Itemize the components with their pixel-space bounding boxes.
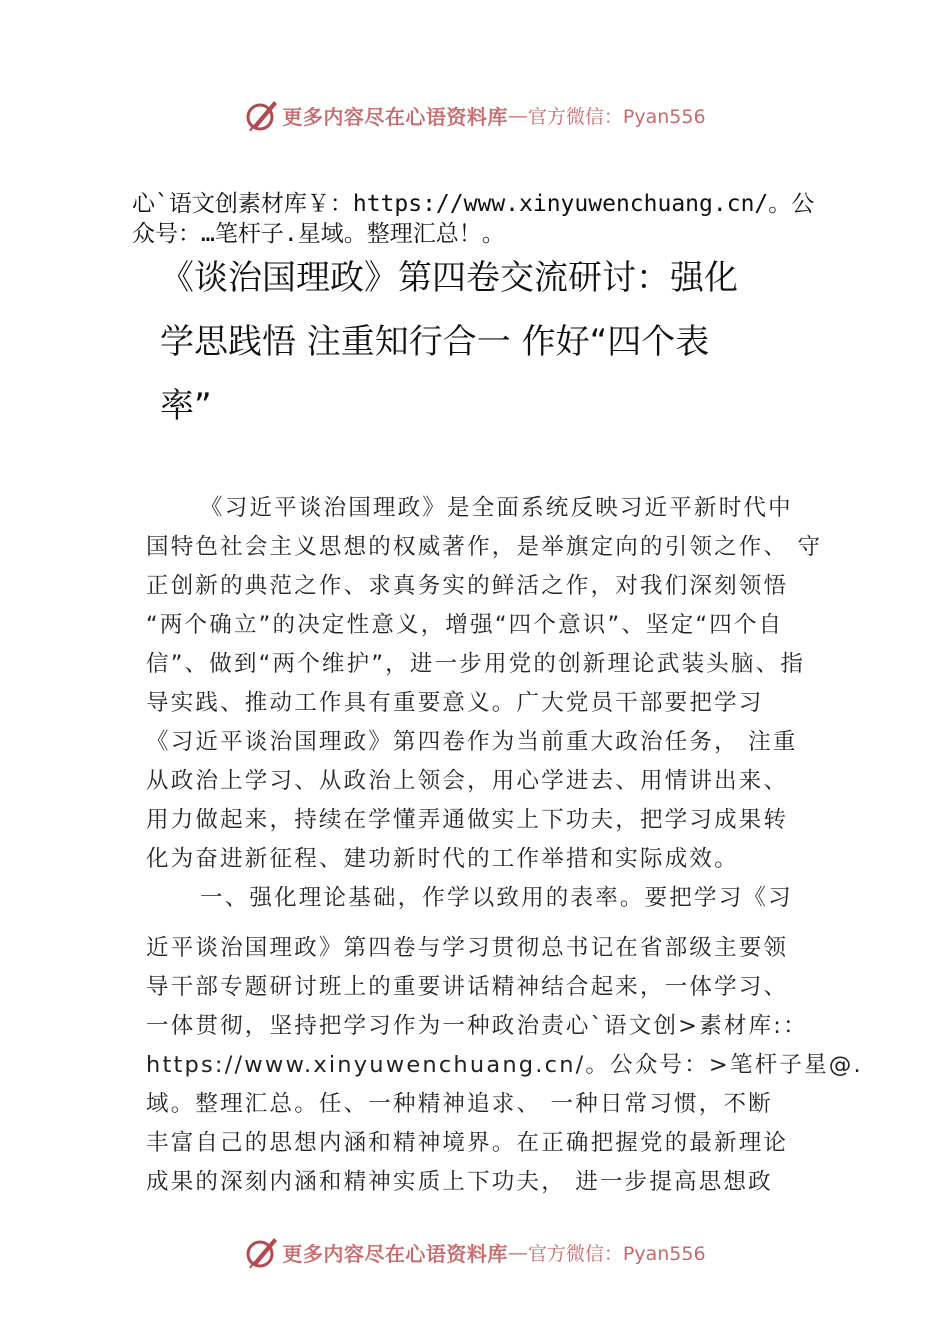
body-line: 成果的深刻内涵和精神实质上下功夫， 进一步提高思想政 xyxy=(146,1169,773,1195)
body-line: 一体贯彻，坚持把学习作为一种政治责心`语文创>素材库:： xyxy=(146,1013,808,1039)
body-line: 化为奋进新征程、建功新时代的工作举措和实际成效。 xyxy=(146,846,739,872)
header-note-line-2: 众号：…笔杆子.星域。整理汇总！。 xyxy=(132,221,505,247)
document-title-line-1: 《谈治国理政》第四卷交流研讨：强化 xyxy=(160,258,738,298)
banner-wechat-text: 官方微信：Pyan556 xyxy=(527,1242,706,1265)
banner-separator: — xyxy=(507,1240,528,1264)
document-title-line-3: 率” xyxy=(160,386,212,426)
body-line: 《习近平谈治国理政》第四卷作为当前重大政治任务， 注重 xyxy=(146,729,798,755)
body-line: 用力做起来，持续在学懂弄通做实上下功夫，把学习成果转 xyxy=(146,807,789,833)
body-line: 丰富自己的思想内涵和精神境界。在正确把握党的最新理论 xyxy=(146,1130,789,1156)
banner-wechat-text: 官方微信：Pyan556 xyxy=(527,105,706,128)
body-line: https://www.xinyuwenchuang.cn/。公众号：>笔杆子星@. xyxy=(146,1052,863,1078)
header-banner xyxy=(0,95,950,135)
body-line: 导实践、推动工作具有重要意义。广大党员干部要把学习 xyxy=(146,690,764,716)
banner-brand-text: 更多内容尽在心语资料库 xyxy=(282,1241,508,1266)
banner-brand-text: 更多内容尽在心语资料库 xyxy=(282,104,508,129)
body-line: 国特色社会主义思想的权威著作，是举旗定向的引领之作、 守 xyxy=(146,534,823,560)
quill-pen-logo-icon xyxy=(244,1234,280,1270)
body-line: 《习近平谈治国理政》是全面系统反映习近平新时代中 xyxy=(200,495,793,521)
body-line: 导干部专题研讨班上的重要讲话精神结合起来，一体学习、 xyxy=(146,974,789,1000)
quill-pen-logo-icon xyxy=(244,97,280,133)
footer-banner xyxy=(0,1232,950,1272)
header-note-line-1: 心`语文创素材库￥：https://www.xinyuwenchuang.cn/。公 xyxy=(132,191,815,217)
document-title-line-2: 学思践悟 注重知行合一 作好“四个表 xyxy=(160,322,710,362)
body-line: 从政治上学习、从政治上领会，用心学进去、用情讲出来、 xyxy=(146,768,789,794)
body-line: 域。整理汇总。任、一种精神追求、 一种日常习惯，不断 xyxy=(146,1091,773,1117)
body-line: 一、强化理论基础，作学以致用的表率。要把学习《习 xyxy=(200,885,793,911)
body-line: 近平谈治国理政》第四卷与学习贯彻总书记在省部级主要领 xyxy=(146,935,789,961)
banner-separator: — xyxy=(507,103,528,127)
body-line: 正创新的典范之作、求真务实的鲜活之作，对我们深刻领悟 xyxy=(146,573,789,599)
body-line: 信”、做到“两个维护”，进一步用党的创新理论武装头脑、指 xyxy=(146,651,806,677)
body-line: “两个确立”的决定性意义，增强“四个意识”、坚定“四个自 xyxy=(146,612,784,638)
